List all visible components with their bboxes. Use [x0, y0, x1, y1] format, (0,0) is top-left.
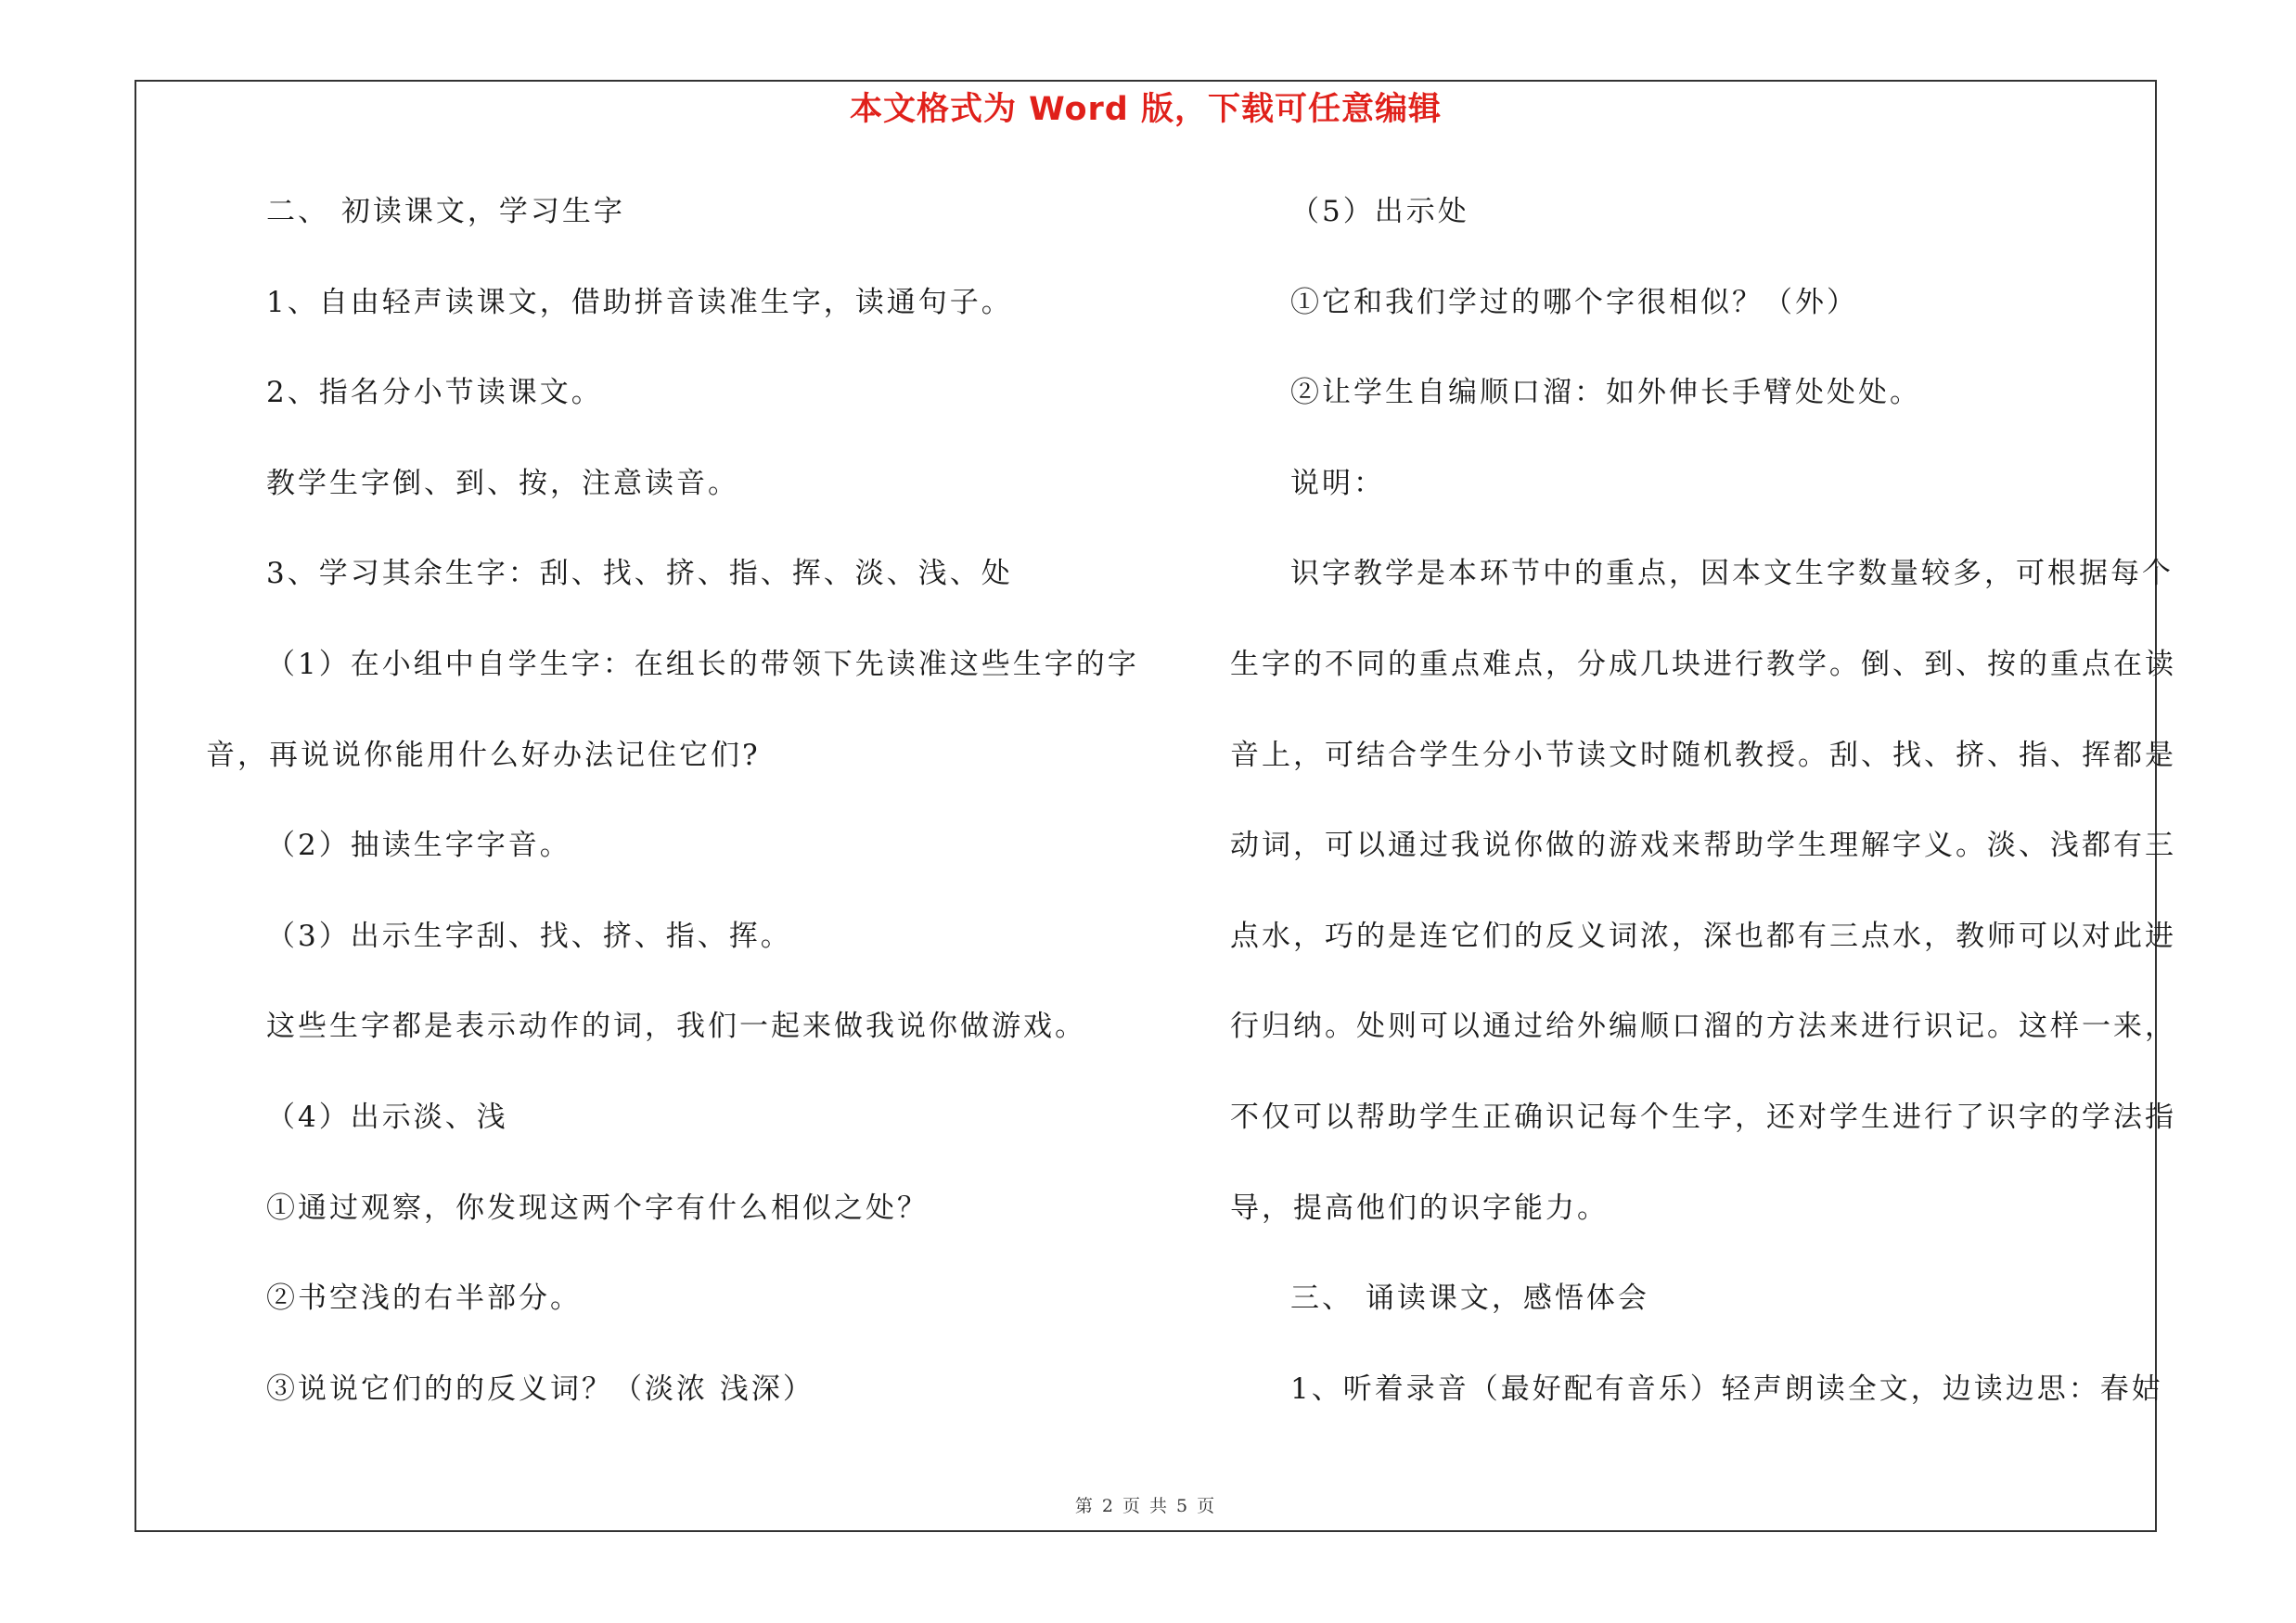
- paragraph-line: 二、 初读课文，学习生字: [266, 195, 625, 228]
- paragraph-line: 识字教学是本环节中的重点，因本文生字数量较多，可根据每个: [1290, 557, 2174, 591]
- paragraph-line: 生字的不同的重点难点，分成几块进行教学。倒、到、按的重点在读: [1230, 647, 2176, 681]
- paragraph-line: 1、听着录音（最好配有音乐）轻声朗读全文，边读边思：春姑: [1290, 1372, 2163, 1406]
- paragraph-line: 教学生字倒、到、按，注意读音。: [266, 466, 739, 500]
- paragraph-line: （5）出示处: [1290, 195, 1469, 228]
- paragraph-line: （3）出示生字刮、找、挤、指、挥。: [266, 919, 792, 953]
- paragraph-line: （2）抽读生字字音。: [266, 829, 571, 863]
- paragraph-line: 导，提高他们的识字能力。: [1230, 1191, 1609, 1225]
- paragraph-line: ①通过观察，你发现这两个字有什么相似之处？: [266, 1191, 929, 1225]
- paragraph-line: 2、指名分小节读课文。: [266, 376, 603, 410]
- paragraph-line: 三、 诵读课文，感悟体会: [1290, 1282, 1649, 1316]
- paragraph-line: ①它和我们学过的哪个字很相似？（外）: [1290, 285, 1858, 319]
- paragraph-line: （4）出示淡、浅: [266, 1100, 508, 1134]
- paragraph-line: 行归纳。处则可以通过给外编顺口溜的方法来进行识记。这样一来，: [1230, 1010, 2176, 1044]
- right-text-column: [1230, 184, 2176, 1451]
- paragraph-line: 点水，巧的是连它们的反义词浓，深也都有三点水，教师可以对此进: [1230, 919, 2176, 953]
- paragraph-line: ②书空浅的右半部分。: [266, 1282, 582, 1316]
- paragraph-line: ②让学生自编顺口溜：如外伸长手臂处处处。: [1290, 376, 1921, 410]
- page-number-footer: 第 2 页 共 5 页: [1074, 1496, 1217, 1516]
- paragraph-line: 动词，可以通过我说你做的游戏来帮助学生理解字义。淡、浅都有三: [1230, 829, 2176, 863]
- paragraph-line: 这些生字都是表示动作的词，我们一起来做我说你做游戏。: [266, 1010, 1086, 1044]
- format-banner: 本文格式为 Word 版，下载可任意编辑: [849, 91, 1443, 128]
- left-text-column: [206, 184, 1139, 1451]
- paragraph-line: 说明：: [1290, 466, 1385, 500]
- paragraph-line: 1、自由轻声读课文，借助拼音读准生字，读通句子。: [266, 285, 1013, 319]
- paragraph-line: 音上，可结合学生分小节读文时随机教授。刮、找、挤、指、挥都是: [1230, 738, 2176, 772]
- paragraph-line: （1）在小组中自学生字：在组长的带领下先读准这些生字的字: [266, 647, 1139, 681]
- paragraph-line: ③说说它们的的反义词？（淡浓 浅深）: [266, 1372, 815, 1406]
- paragraph-line: 3、学习其余生字：刮、找、挤、指、挥、淡、浅、处: [266, 557, 1013, 591]
- paragraph-line: 音，再说说你能用什么好办法记住它们?: [206, 738, 761, 772]
- paragraph-line: 不仅可以帮助学生正确识记每个生字，还对学生进行了识字的学法指: [1230, 1100, 2176, 1134]
